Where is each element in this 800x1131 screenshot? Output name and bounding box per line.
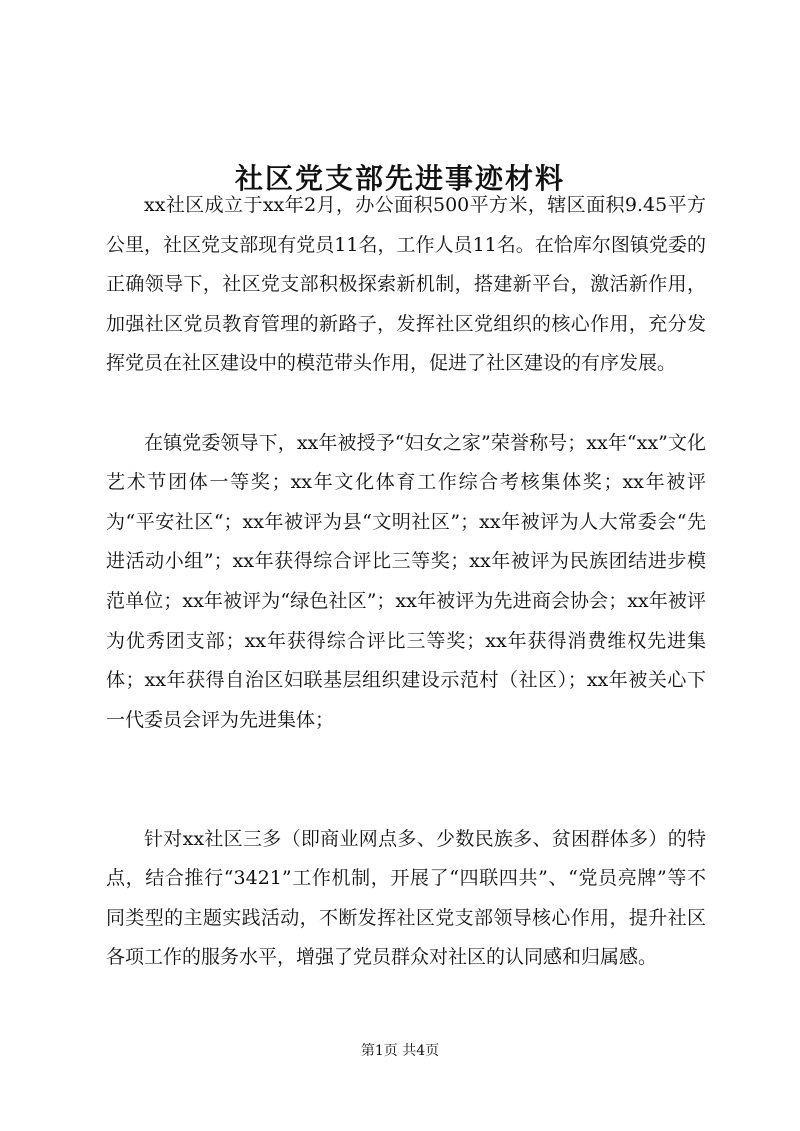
document-title: 社区党支部先进事迹材料: [234, 161, 565, 195]
paragraph-honors: 在镇党委领导下，xx年被授予“妇女之家”荣誉称号；xx年“xx”文化艺术节团体一等奖；xx年文化体育工作综合考核集体奖；xx年被评为“平安社区“；xx年被评为县“文明社区”；xx年被评为人大常委会“先进活动小组”；xx年获得综合评比三等奖；xx年被评为民族团结进步模范单位；xx年被评为“绿色社区”；xx年被评为先进商会协会；xx年被评为优秀团支部；xx年获得综合评比三等奖；xx年获得消费维权先进集体；xx年获得自治区妇联基层组织建设示范村（社区）；xx年被关心下一代委员会评为先进集体；: [106, 431, 706, 731]
paragraph-practice-activities: 针对xx社区三多（即商业网点多、少数民族多、贫困群体多）的特点，结合推行“3421”工作机制，开展了“四联四共”、“党员亮牌”等不同类型的主题实践活动，不断发挥社区党支部领导核心作用，提升社区各项工作的服务水平，增强了党员群众对社区的认同感和归属感。: [106, 827, 706, 969]
paragraph-community-overview: xx社区成立于xx年2月，办公面积500平方米，辖区面积9.45平方公里，社区党支部现有党员11名，工作人员11名。在恰库尔图镇党委的正确领导下，社区党支部积极探索新机制，搭建新平台，激活新作用，加强社区党员教育管理的新路子，发挥社区党组织的核心作用，充分发挥党员在社区建设中的模范带头作用，促进了社区建设的有序发展。: [106, 194, 706, 375]
document-body: [106, 186, 706, 1018]
page-number-footer: 第1页 共4页: [360, 1043, 440, 1059]
